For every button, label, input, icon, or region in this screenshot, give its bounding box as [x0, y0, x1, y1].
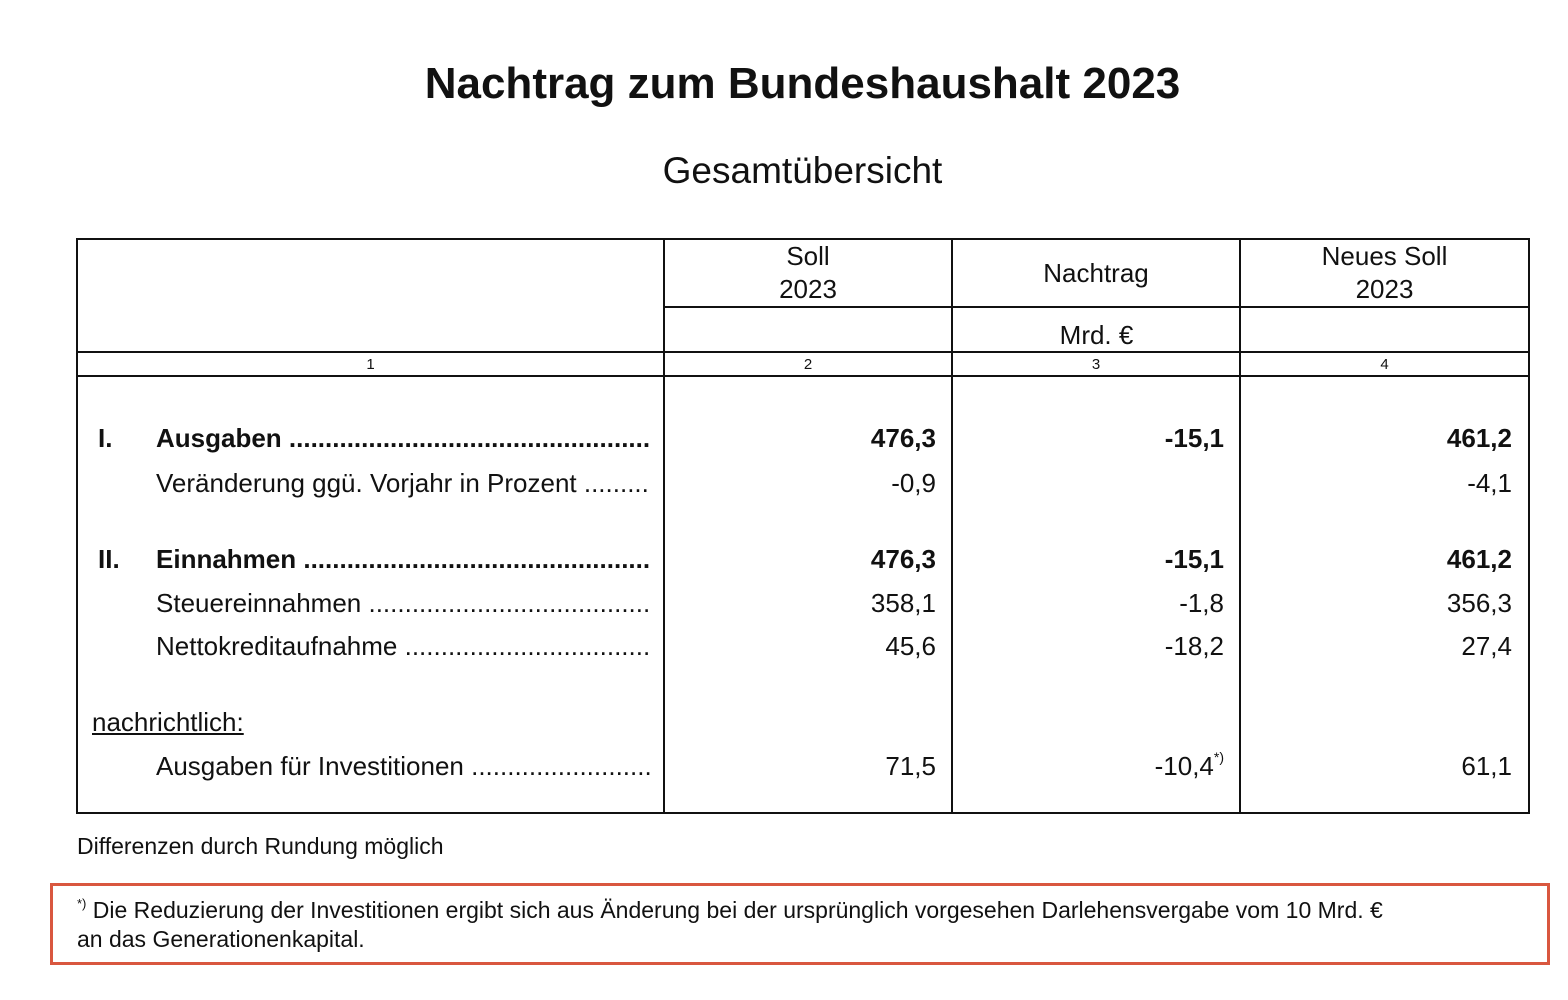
- value-nachtrag-number: -10,4: [1154, 751, 1214, 781]
- value-soll: 358,1: [870, 588, 936, 618]
- header-unit: Mrd. €: [1059, 320, 1134, 350]
- column-number-1: 1: [366, 356, 375, 373]
- row-label: Steuereinnahmen .....: [156, 585, 650, 621]
- footnote-text: [77, 896, 1537, 954]
- table-row-einnahmen: [78, 541, 1528, 577]
- value-soll: -0,9: [891, 468, 936, 498]
- value-nachtrag: -18,2: [1164, 631, 1224, 661]
- header-nachtrag: Nachtrag: [1043, 258, 1149, 288]
- column-number-3: 3: [1091, 356, 1101, 373]
- footnote-marker: *): [77, 896, 87, 911]
- row-label: Nettokreditaufnahme .....: [156, 628, 650, 664]
- row-label: Veränderung ggü. Vorjahr in Prozent .....: [156, 465, 650, 501]
- value-soll: 71,5: [885, 751, 936, 781]
- value-nachtrag: -15,1: [1164, 423, 1224, 453]
- value-neues-soll: 61,1: [1461, 751, 1512, 781]
- table-row-veraenderung: [78, 465, 1528, 501]
- footnote-reference: *): [1213, 749, 1224, 765]
- value-nachtrag: -1,8: [1179, 588, 1224, 618]
- footnote-line2: an das Generationenkapital.: [77, 926, 365, 952]
- value-neues-soll: -4,1: [1467, 468, 1512, 498]
- column-number-4: 4: [1380, 356, 1389, 373]
- row-label: Einnahmen .....: [156, 541, 650, 577]
- header-neues-soll-line2: 2023: [1355, 274, 1414, 304]
- row-number: II.: [98, 544, 120, 574]
- budget-overview-table: [76, 238, 1530, 814]
- value-neues-soll: 461,2: [1446, 544, 1512, 574]
- table-row-nettokreditaufnahme: [78, 628, 1528, 664]
- header-neues-soll-line1: Neues Soll: [1321, 241, 1448, 271]
- highlighted-footnote-box: [50, 883, 1550, 965]
- header-neues-soll-2023: [1241, 240, 1528, 306]
- value-soll: 476,3: [870, 423, 936, 453]
- footnote-line1: Die Reduzierung der Investitionen ergibt sich aus Änderung bei der ursprünglich vorgesehen Darlehensvergabe vom 10 Mrd. €: [92, 897, 1383, 923]
- rounding-note: Differenzen durch Rundung möglich: [77, 833, 444, 859]
- header-rule-colnums: [78, 375, 1528, 377]
- value-soll: 45,6: [885, 631, 936, 661]
- table-row-investitionen: [78, 748, 1528, 784]
- value-soll: 476,3: [870, 544, 936, 574]
- value-nachtrag: [954, 748, 1224, 784]
- table-row-ausgaben: [78, 420, 1528, 456]
- header-soll-2023: [665, 240, 951, 306]
- row-label: Ausgaben .....: [156, 420, 650, 456]
- value-neues-soll: 461,2: [1446, 423, 1512, 453]
- column-number-2: 2: [803, 356, 813, 373]
- document-subtitle: Gesamtübersicht: [662, 150, 943, 191]
- header-soll-line1: Soll: [786, 241, 830, 271]
- value-neues-soll: 27,4: [1461, 631, 1512, 661]
- row-number: I.: [98, 423, 113, 453]
- value-nachtrag: -15,1: [1164, 544, 1224, 574]
- row-label: Ausgaben für Investitionen .....: [156, 748, 650, 784]
- document-title: Nachtrag zum Bundeshaushalt 2023: [424, 59, 1181, 108]
- value-neues-soll: 356,3: [1446, 588, 1512, 618]
- header-soll-line2: 2023: [779, 274, 837, 304]
- table-row-steuereinnahmen: [78, 585, 1528, 621]
- note-label-nachrichtlich: nachrichtlich:: [92, 707, 244, 737]
